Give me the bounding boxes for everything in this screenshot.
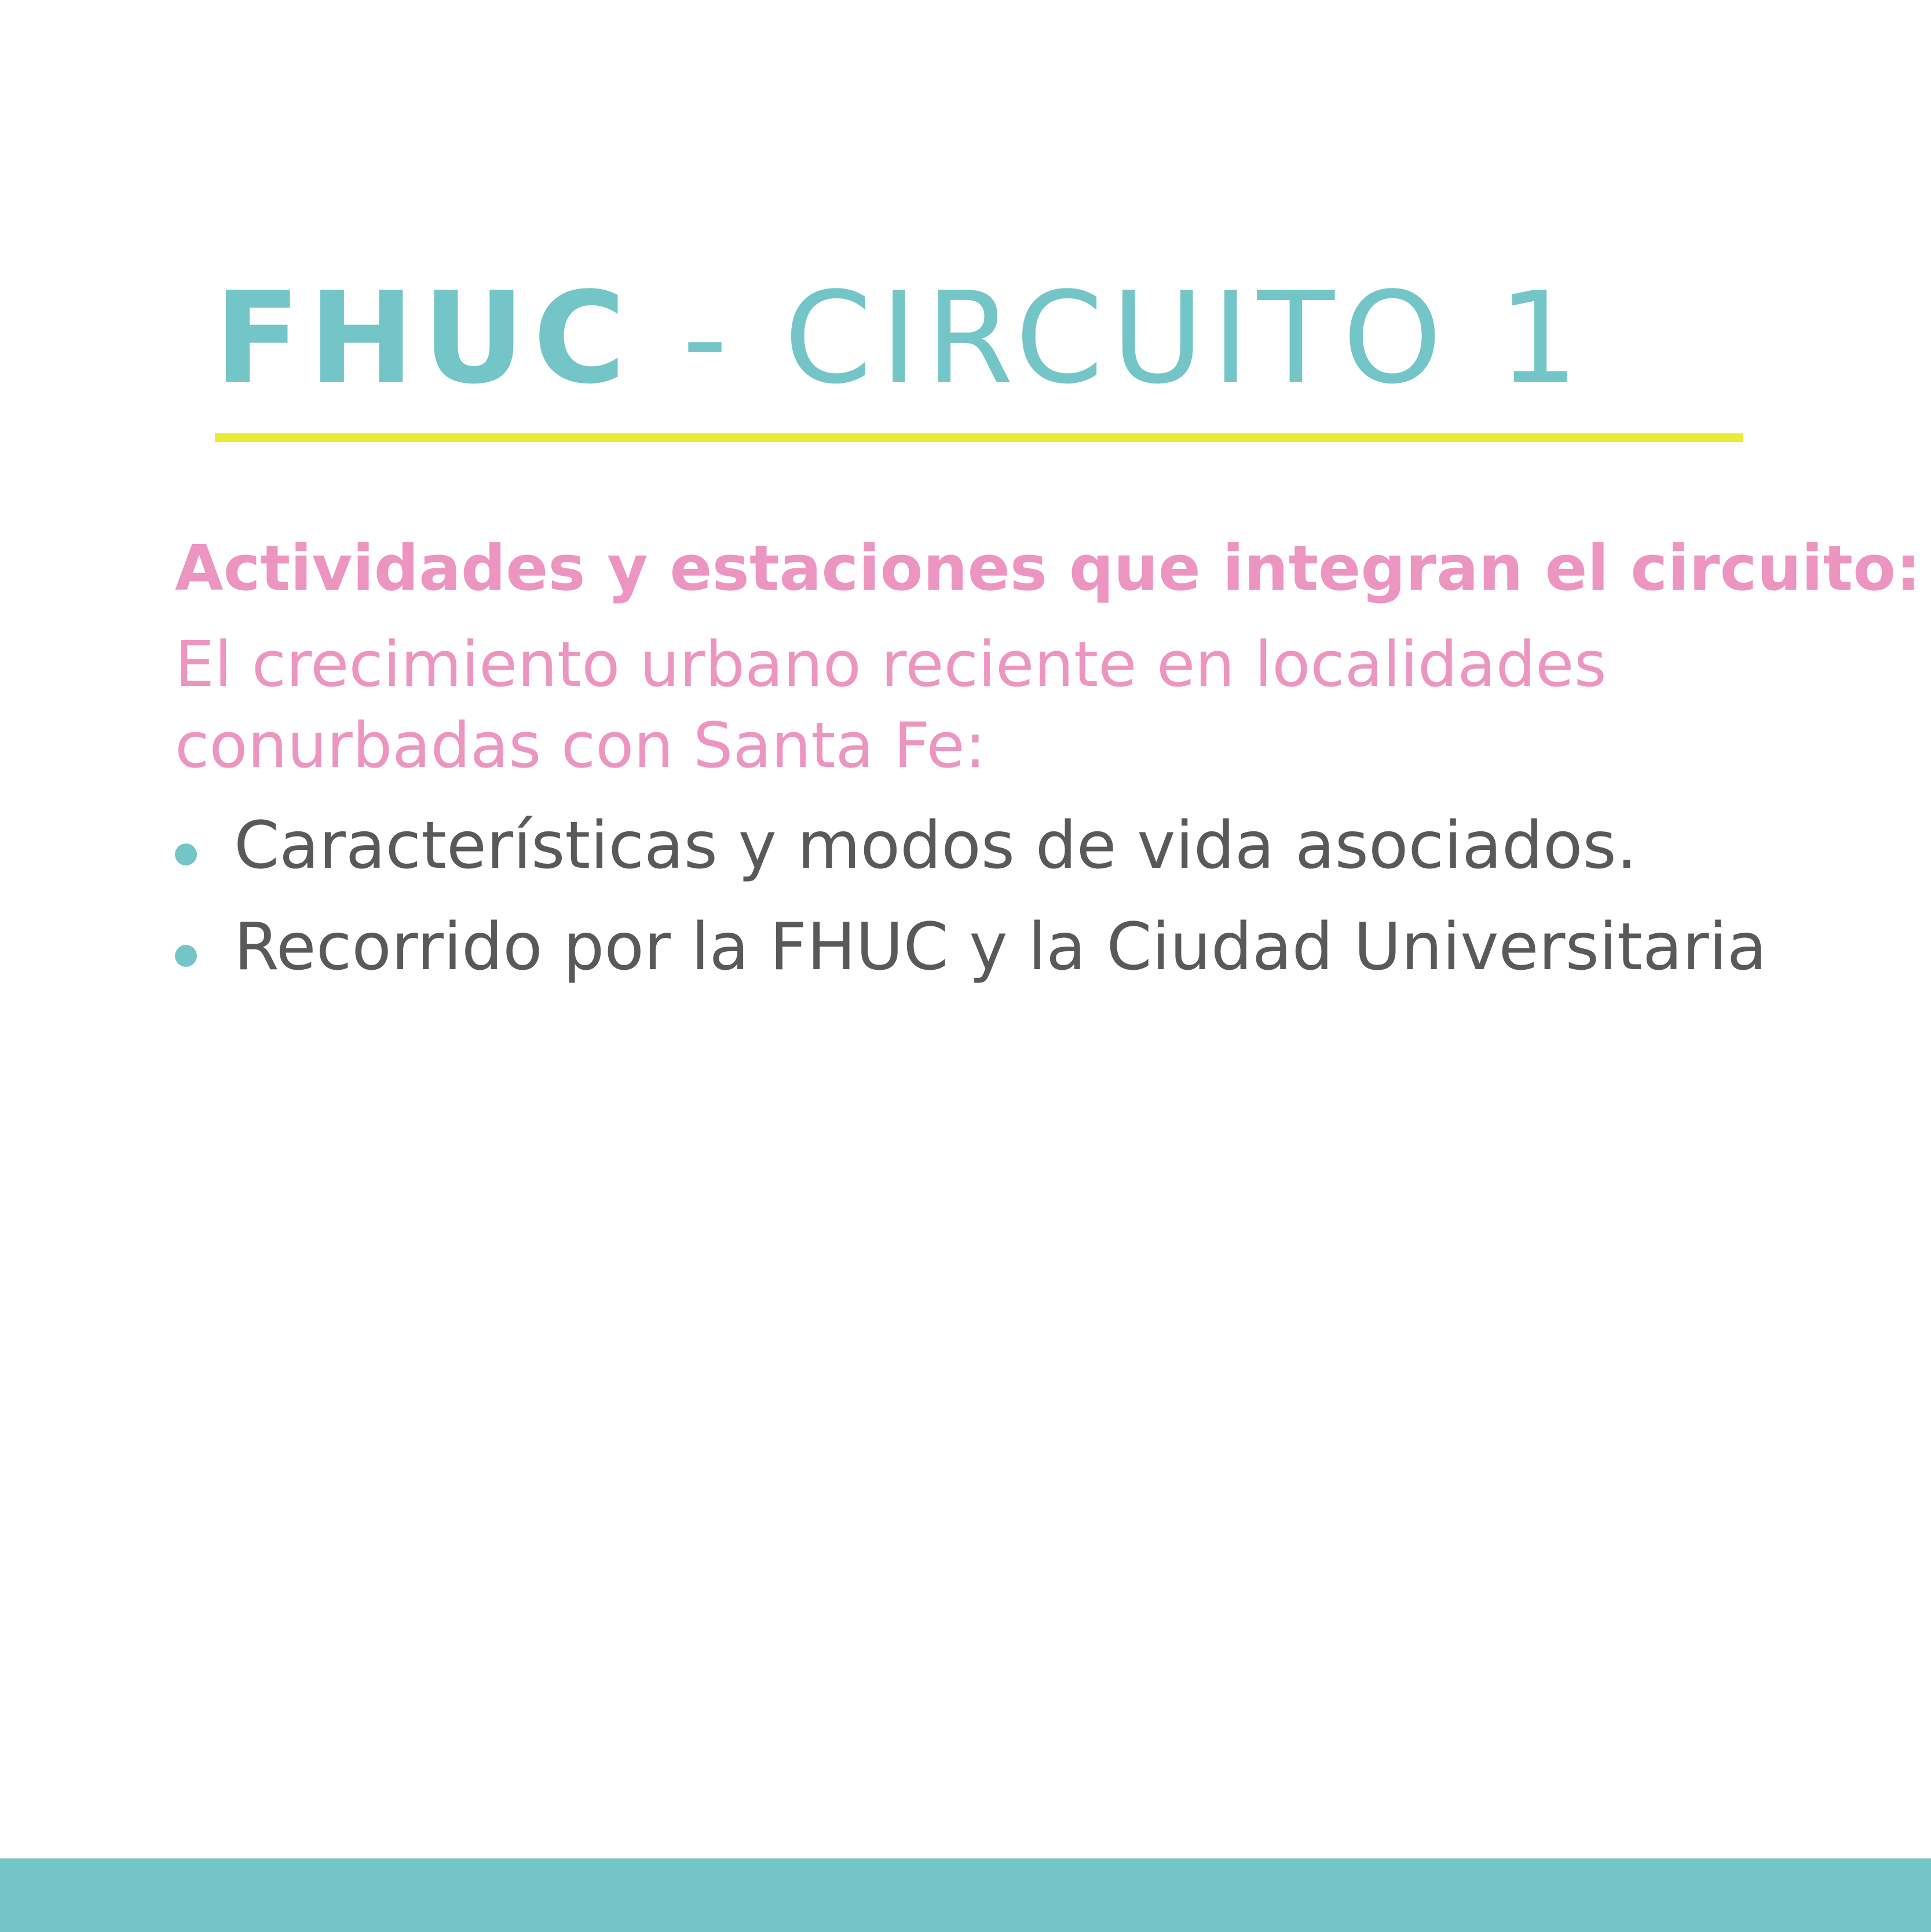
section-subheading: Actividades y estaciones que integran el circuito:: [175, 532, 1921, 605]
list-item-text: Características y modos de vida asociados.: [234, 808, 1637, 883]
intro-line-2: conurbadas con Santa Fe:: [175, 710, 986, 782]
intro-line-1: El crecimiento urbano reciente en localidades: [175, 629, 1607, 701]
bullet-dot-icon: [175, 843, 197, 865]
title-brand: FHUC: [214, 265, 634, 412]
list-item-text: Recorrido por la FHUC y la Ciudad Universitaria: [234, 910, 1767, 985]
page-title: [214, 265, 1587, 412]
footer-band: [0, 1858, 1931, 1932]
intro-paragraph: [175, 624, 1797, 787]
title-separator: -: [634, 265, 784, 412]
title-circuit: CIRCUITO 1: [784, 265, 1587, 412]
title-underline: [215, 433, 1743, 442]
bullet-dot-icon: [175, 945, 197, 967]
